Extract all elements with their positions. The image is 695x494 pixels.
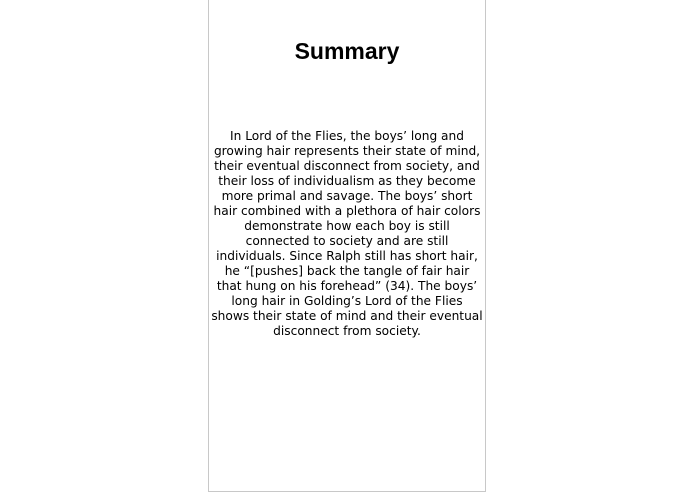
page-title: Summary	[294, 38, 400, 64]
summary-paragraph: In Lord of the Flies, the boys’ long and growing hair represents their state of mind, their eventual disconnect from society, and their loss of individualism as they become more primal and savage. The boys’ short hair combined with a plethora of hair colors demonstrate how each boy is still connected to society and are still individuals. Since Ralph still has short hair, he “[pushes] back the tangle of fair hair that hung on his forehead” (34). The boys’ long hair in Golding’s Lord of the Flies shows their state of mind and their eventual disconnect from society.	[211, 129, 483, 338]
document-page	[208, 0, 486, 492]
